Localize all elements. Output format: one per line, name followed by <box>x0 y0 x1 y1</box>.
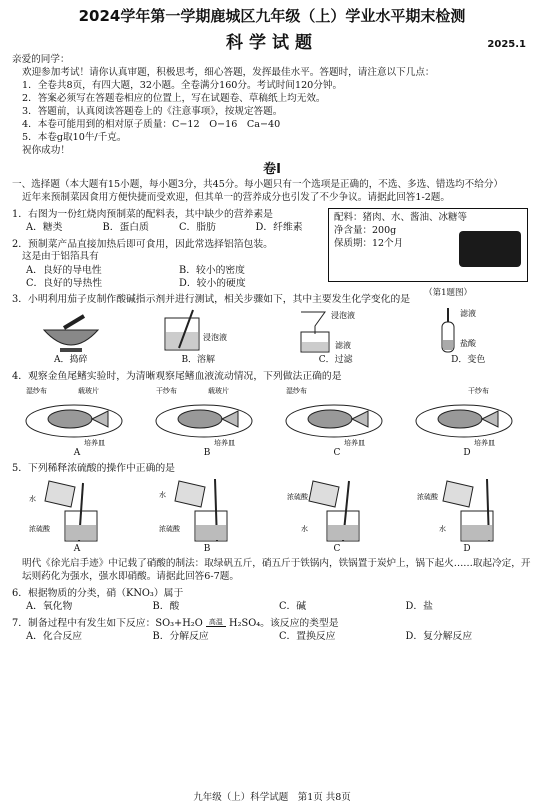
q5-figure-a <box>27 477 127 555</box>
passage-2: 明代《徐光启手迹》中记载了硝酸的制法：取绿矾五斤，硝五斤于铁锅内，铁锅置于炭炉上，锅下起火……取起冷定，开坛则药化为强水，强水即硝酸。请据此回答6-7题。 <box>22 558 531 583</box>
q3-figure-a <box>36 312 106 366</box>
q5-figure-c <box>287 477 387 555</box>
beaker-stir-icon <box>153 308 243 354</box>
q3-option-b[interactable]: B．溶解 <box>181 355 216 366</box>
exam-title: 2024学年第一学期鹿城区九年级（上）学业水平期末检测 <box>78 7 466 25</box>
q4-b-dish: 培养皿 <box>214 438 235 447</box>
q3-c-bottom-label: 滤液 <box>334 341 351 351</box>
figure-1-caption: （第1题图） <box>424 288 472 299</box>
q1-option-b[interactable]: B．蛋白质 <box>102 222 149 234</box>
q3-figures <box>12 308 532 366</box>
q7-stem-post: H₂SO₄。该反应的类型是 <box>229 617 339 629</box>
note-4: 4．本卷可能用到的相对原子质量：C−12 O−16 Ca−40 <box>22 118 281 130</box>
q4-figure-d <box>412 385 522 459</box>
q2-options-row1 <box>12 264 332 277</box>
q5-option-b[interactable]: B <box>203 544 211 555</box>
q3-option-a[interactable]: A．捣碎 <box>54 355 88 366</box>
mortar-pestle-icon <box>36 312 106 354</box>
q4-figure-c <box>282 385 392 459</box>
q5-a-top: 水 <box>29 495 36 504</box>
section-juan: 卷Ⅰ <box>263 161 281 177</box>
q5-c-bottom: 水 <box>301 525 308 534</box>
greeting: 亲爱的同学： <box>12 54 70 66</box>
q4-figure-a <box>22 385 132 459</box>
subtitle-row <box>12 32 532 54</box>
q4-stem: 4．观察金鱼尾鳍实验时，为清晰观察尾鳍血液流动情况，下列做法正确的是 <box>12 370 342 382</box>
q4-a-label-1: 湿纱布 <box>26 386 47 395</box>
q5-option-c[interactable]: C <box>333 544 341 555</box>
q5-d-top: 浓硫酸 <box>417 493 438 502</box>
q7-option-c[interactable]: C．置换反应 <box>279 630 336 642</box>
ingredient-label-box <box>328 208 528 282</box>
q7-options <box>12 630 532 643</box>
q3-d-top-label: 滤液 <box>460 309 477 319</box>
section-heading: 一、选择题（本大题有15小题，每小题3分，共45分。每小题只有一个选项是正确的，不选、多选、错选均不给分） <box>12 179 504 191</box>
q1-option-c[interactable]: C．脂肪 <box>179 222 216 234</box>
page-footer: 九年级（上）科学试题 第1页 共8页 <box>193 792 351 804</box>
q3-c-top-label: 浸泡液 <box>330 311 355 321</box>
q5-figure-d <box>417 477 517 555</box>
label-shelf: 保质期：12个月 <box>334 237 404 249</box>
q4-c-label-1: 湿纱布 <box>286 386 307 395</box>
q5-figure-b <box>157 477 257 555</box>
pour-beaker-icon <box>417 477 517 543</box>
q7-condition: 高温 <box>206 619 226 627</box>
goldfish-dish-icon <box>152 385 262 447</box>
q6-option-d[interactable]: D．盐 <box>405 601 433 613</box>
note-2: 2．答案必须写在答题卷相应的位置上，写在试题卷、草稿纸上均无效。 <box>22 93 326 105</box>
q4-b-label-2: 载玻片 <box>208 386 229 395</box>
q4-option-b[interactable]: B <box>203 447 211 458</box>
questions-1-2 <box>12 208 532 299</box>
braised-pork-photo <box>459 231 521 267</box>
q5-stem: 5．下列稀释浓硫酸的操作中正确的是 <box>12 462 175 474</box>
q4-b-label-1: 干纱布 <box>156 386 177 395</box>
exam-date: 2025.1 <box>487 39 526 51</box>
q3-figure-d <box>428 308 508 366</box>
q6-option-a[interactable]: A．氧化物 <box>26 601 73 613</box>
funnel-filter-icon <box>291 308 381 354</box>
closing: 祝你成功！ <box>22 144 70 156</box>
q4-c-dish: 培养皿 <box>344 438 365 447</box>
note-1: 1．全卷共8页，有四大题，32小题。全卷满分160分。考试时间120分钟。 <box>22 80 343 92</box>
q5-a-bottom: 浓硫酸 <box>29 525 50 534</box>
goldfish-dish-icon <box>22 385 132 447</box>
q4-option-a[interactable]: A <box>73 447 81 458</box>
intro-lead: 欢迎参加考试！请你认真审题，积极思考，细心答题，发挥最佳水平。答题时，请注意以下几点： <box>22 67 435 79</box>
q4-d-label-1: 干纱布 <box>468 386 489 395</box>
test-tube-dropper-icon <box>428 308 508 354</box>
q5-b-bottom: 浓硫酸 <box>159 525 180 534</box>
q3-stem: 3．小明利用茄子皮制作酸碱指示剂并进行测试，相关步骤如下，其中主要发生化学变化的是 <box>12 294 411 306</box>
note-5: 5．本卷g取10牛/千克。 <box>22 131 127 143</box>
q7-stem <box>12 617 532 630</box>
q6-options <box>12 600 532 613</box>
q1-options <box>12 221 332 234</box>
q6-option-b[interactable]: B．酸 <box>152 601 180 613</box>
q7-option-b[interactable]: B．分解反应 <box>152 630 209 642</box>
q2-option-b[interactable]: B．较小的密度 <box>179 264 245 276</box>
q1-stem: 1．右图为一份红烧肉预制菜的配料表，其中缺少的营养素是 <box>12 209 273 221</box>
q4-figures <box>12 385 532 459</box>
label-ingredients: 配料：猪肉、水、酱油、冰糖等 <box>334 212 468 224</box>
q5-c-top: 浓硫酸 <box>287 493 308 502</box>
q2-options-row2 <box>12 277 332 290</box>
q2-stem-2: 这是由于铝箔具有 <box>22 250 99 262</box>
q4-a-label-2: 载玻片 <box>78 386 99 395</box>
q5-b-top: 水 <box>159 491 166 500</box>
q2-stem: 2．预制菜产品直接加热后即可食用，因此常选择铝箔包装。 <box>12 238 273 250</box>
q5-option-a[interactable]: A <box>73 544 81 555</box>
q4-option-d[interactable]: D <box>463 447 471 458</box>
q1-option-a[interactable]: A．糖类 <box>26 222 63 234</box>
q7-option-a[interactable]: A．化合反应 <box>26 630 83 642</box>
q1-option-d[interactable]: D．纤维素 <box>255 222 303 234</box>
q6-stem: 6．根据物质的分类，硝（KNO₃）属于 <box>12 588 184 600</box>
q4-figure-b <box>152 385 262 459</box>
q3-b-label: 浸泡液 <box>203 333 228 343</box>
q2-option-d[interactable]: D．较小的硬度 <box>179 277 246 289</box>
passage-1: 近年来预制菜因食用方便快捷而受欢迎，但其单一的营养成分也引发了不少争议。请据此回答1-2题。 <box>22 192 450 204</box>
pour-beaker-icon <box>27 477 127 543</box>
q4-d-dish: 培养皿 <box>474 438 495 447</box>
q5-d-bottom: 水 <box>439 525 446 534</box>
q2-option-c[interactable]: C．良好的导热性 <box>26 277 103 289</box>
goldfish-dish-icon <box>412 385 522 447</box>
q7-stem-pre: 7．制备过程中有发生如下反应：SO₃+H₂O <box>12 617 203 629</box>
q4-option-c[interactable]: C <box>333 447 341 458</box>
pour-beaker-icon <box>157 477 257 543</box>
note-3: 3．答题前，认真阅读答题卷上的《注意事项》，按规定答题。 <box>22 106 283 117</box>
q4-a-dish: 培养皿 <box>84 438 105 447</box>
q6-option-c[interactable]: C．碱 <box>279 601 307 613</box>
q5-option-d[interactable]: D <box>463 544 471 555</box>
q7-option-d[interactable]: D．复分解反应 <box>405 630 473 642</box>
q3-figure-c <box>291 308 381 366</box>
label-net: 净含量：200g <box>334 224 397 236</box>
pour-beaker-icon <box>287 477 387 543</box>
q3-d-bottom-label: 盐酸 <box>460 339 477 349</box>
exam-subtitle: 科学试题 <box>226 33 318 54</box>
q5-figures <box>12 477 532 555</box>
q3-figure-b <box>153 308 243 366</box>
q3-option-c[interactable]: C．过滤 <box>318 355 353 366</box>
goldfish-dish-icon <box>282 385 392 447</box>
q2-option-a[interactable]: A．良好的导电性 <box>26 264 102 276</box>
q3-option-d[interactable]: D．变色 <box>451 355 486 366</box>
